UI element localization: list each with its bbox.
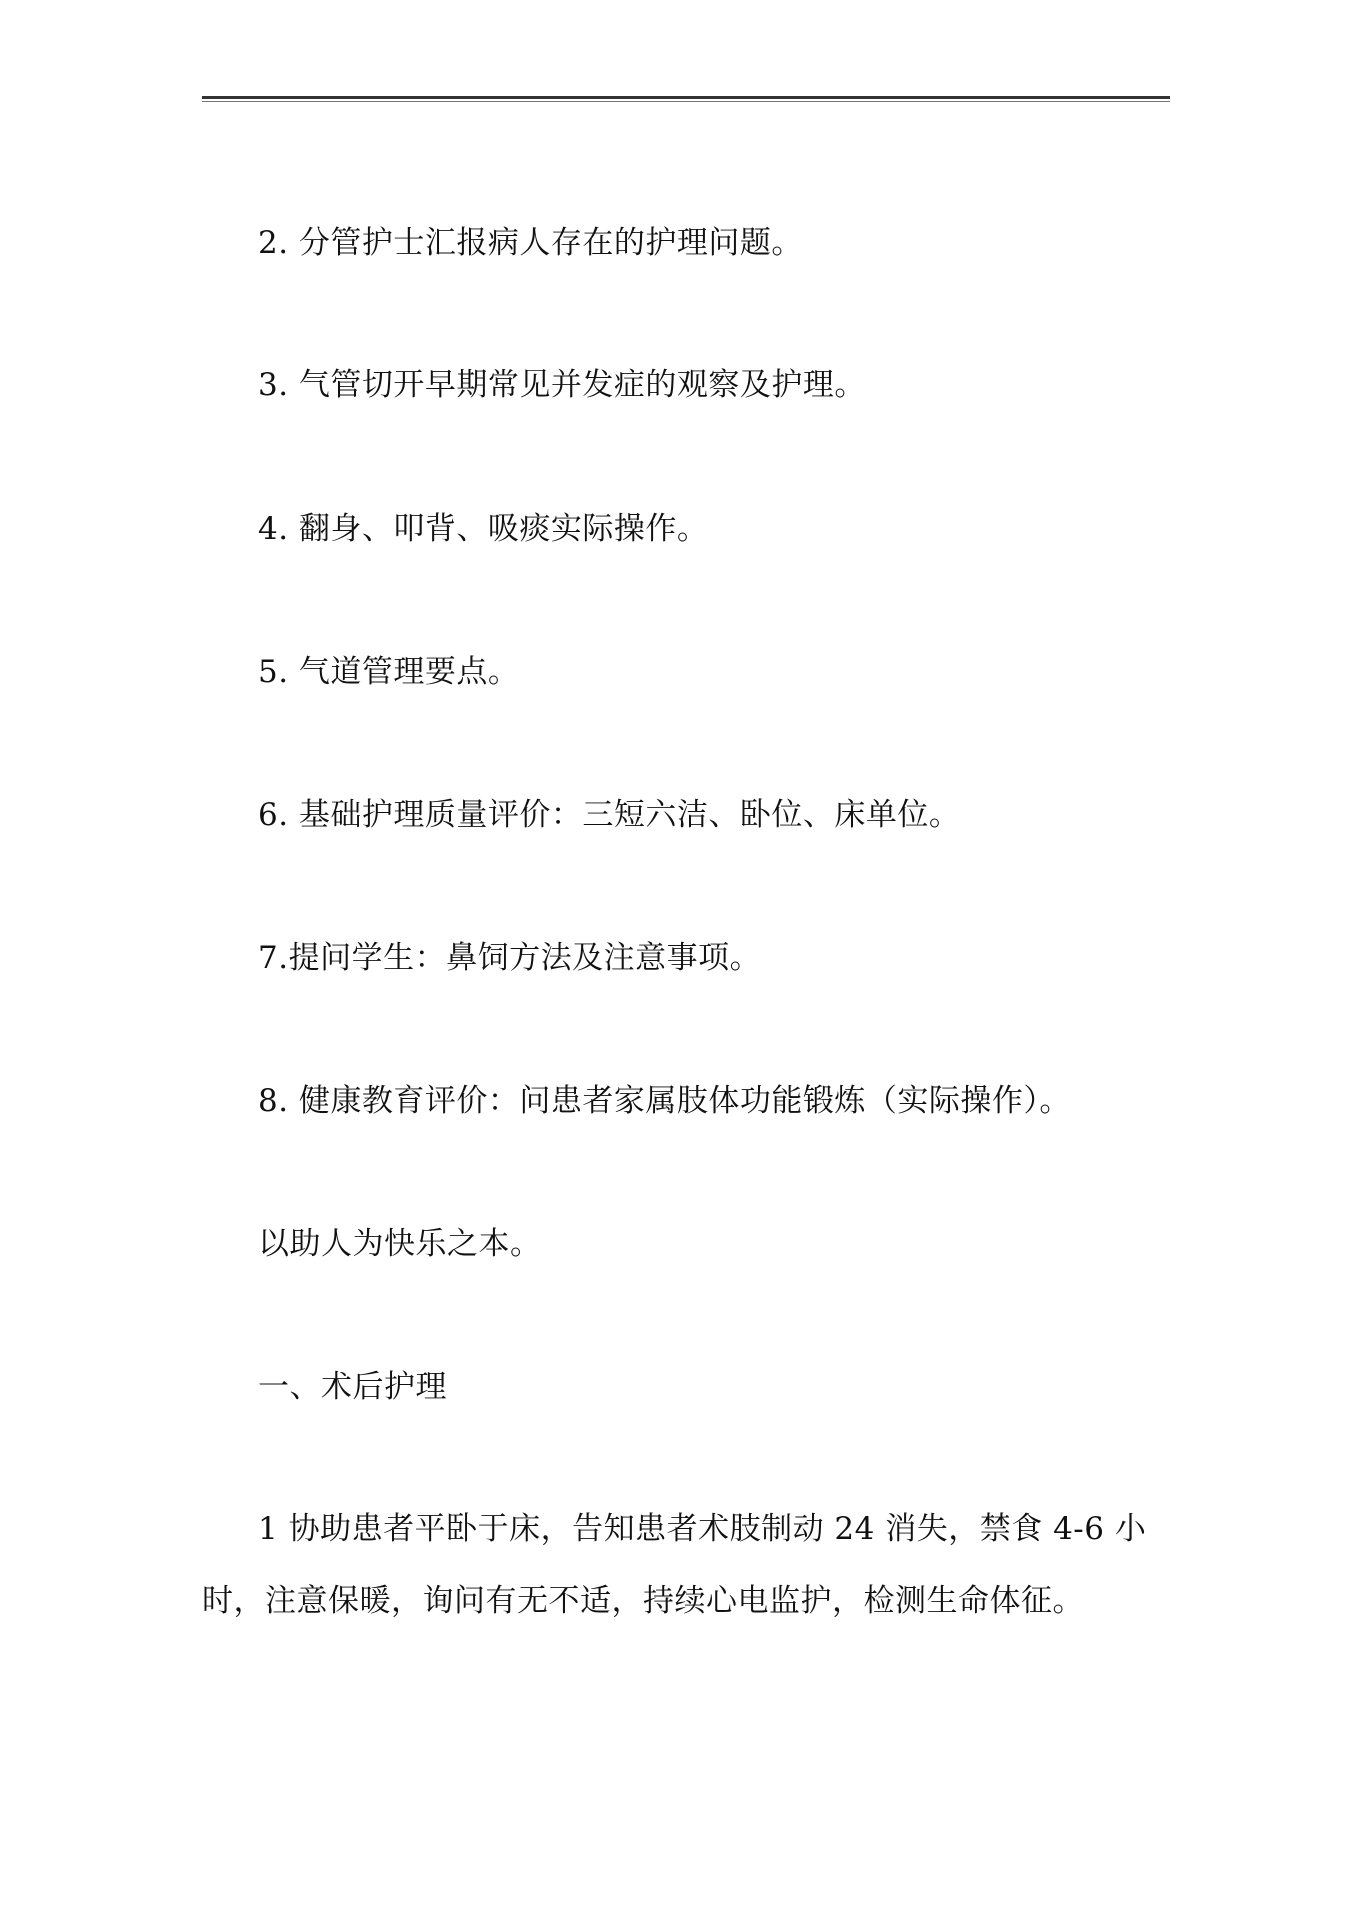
list-item-5: 5. 气道管理要点。 [258, 654, 520, 690]
list-item-4: 4. 翻身、叩背、吸痰实际操作。 [258, 511, 709, 547]
section-heading-postop-care: 一、术后护理 [258, 1369, 447, 1405]
list-item-8: 8. 健康教育评价：问患者家属肢体功能锻炼（实际操作）。 [258, 1083, 1071, 1119]
postop-paragraph-line-1: 1 协助患者平卧于床，告知患者术肢制动 24 消失，禁食 4-6 小 [258, 1511, 1147, 1547]
postop-paragraph-line-2: 时，注意保暖，询问有无不适，持续心电监护，检测生命体征。 [202, 1583, 1084, 1619]
list-item-3: 3. 气管切开早期常见并发症的观察及护理。 [258, 367, 866, 403]
motto-paragraph: 以助人为快乐之本。 [258, 1226, 542, 1262]
list-item-6: 6. 基础护理质量评价：三短六洁、卧位、床单位。 [258, 797, 961, 833]
list-item-7: 7.提问学生：鼻饲方法及注意事项。 [258, 940, 762, 976]
postop-paragraph [202, 1493, 1170, 1637]
list-item-2: 2. 分管护士汇报病人存在的护理问题。 [258, 225, 803, 261]
